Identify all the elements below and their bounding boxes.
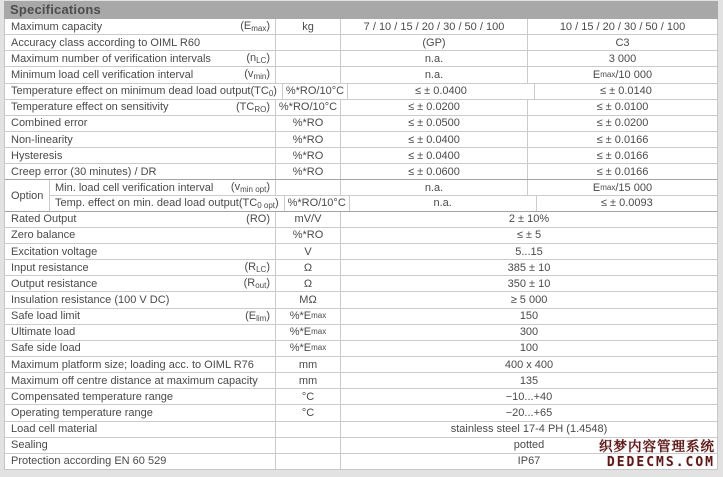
- param-name: Minimum load cell verification interval: [11, 68, 194, 81]
- param-name: Load cell material: [11, 423, 98, 436]
- param-symbol: $(R_{LC})$: [244, 261, 270, 275]
- param-name: Ultimate load: [11, 326, 76, 339]
- value-col1-cell: ≤ ± 0.0500: [340, 116, 527, 131]
- table-row: [5, 83, 717, 99]
- param-symbol: (RO): [246, 213, 270, 226]
- unit-cell: °C: [275, 405, 340, 420]
- value-span-cell: 135: [340, 373, 717, 388]
- param-cell: [5, 292, 275, 307]
- unit-cell: [275, 67, 340, 82]
- value-col1-cell: ≤ ± 0.0400: [347, 84, 534, 99]
- value-col1-cell: (GP): [340, 35, 527, 50]
- param-cell: [5, 373, 275, 388]
- param-name: Zero balance: [11, 229, 76, 242]
- param-name: Min. load cell verification interval: [55, 181, 214, 194]
- param-cell: [5, 116, 275, 131]
- value-col2-cell: ≤ ± 0.0166: [527, 148, 717, 163]
- unit-cell: mm: [275, 357, 340, 372]
- table-row: [5, 421, 717, 437]
- param-symbol: $(TC_{0 opt})$: [238, 196, 279, 210]
- param-name: Compensated temperature range: [11, 390, 174, 403]
- table-row: [5, 275, 717, 291]
- section-header-bar: [4, 1, 718, 19]
- value-span-cell: −10...+40: [340, 389, 717, 404]
- param-name: Safe load limit: [11, 310, 81, 323]
- value-col1-cell: n.a.: [340, 67, 527, 82]
- param-cell: [5, 51, 275, 66]
- param-cell: [5, 405, 275, 420]
- unit-cell: %*E max: [275, 341, 340, 356]
- table-row: [5, 211, 717, 227]
- value-span-cell: 150: [340, 309, 717, 324]
- option-block: [5, 179, 717, 210]
- unit-cell: %*RO: [275, 148, 340, 163]
- param-cell: [5, 389, 275, 404]
- param-name: Temp. effect on min. dead load output: [55, 197, 239, 210]
- page-title: Specifications: [10, 2, 101, 17]
- param-cell: [5, 276, 275, 291]
- param-name: Maximum capacity: [11, 20, 103, 33]
- param-symbol: $(v_{min opt})$: [230, 181, 270, 195]
- param-cell: [5, 228, 275, 243]
- param-symbol: $(v_{min})$: [244, 68, 270, 82]
- unit-cell: %*E max: [275, 309, 340, 324]
- param-cell: [5, 260, 275, 275]
- table-row: [5, 99, 717, 115]
- value-col1-cell: 7 / 10 / 15 / 20 / 30 / 50 / 100: [340, 19, 527, 34]
- unit-cell: [275, 51, 340, 66]
- value-col1-cell: n.a.: [349, 196, 536, 211]
- table-row: [5, 324, 717, 340]
- param-name: Rated Output: [11, 213, 77, 226]
- param-cell: [5, 35, 275, 50]
- unit-cell: mm: [275, 373, 340, 388]
- unit-cell: %*RO/10°C: [275, 100, 340, 115]
- value-col1-cell: n.a.: [340, 180, 527, 195]
- value-col2-cell: C3: [527, 35, 717, 50]
- param-name: Insulation resistance (100 V DC): [11, 293, 170, 306]
- table-row: [5, 372, 717, 388]
- table-row: [50, 180, 717, 195]
- value-span-cell: stainless steel 17-4 PH (1.4548): [340, 422, 717, 437]
- param-symbol: $(E_{lim})$: [245, 309, 270, 323]
- value-col1-cell: ≤ ± 0.0600: [340, 164, 527, 179]
- value-col1-cell: ≤ ± 0.0200: [340, 100, 527, 115]
- param-name: Temperature effect on minimum dead load output: [11, 85, 251, 98]
- param-cell: [5, 325, 275, 340]
- unit-cell: °C: [275, 389, 340, 404]
- watermark-cjk-text: 织梦内容管理系统: [599, 439, 715, 454]
- unit-cell: kg: [275, 19, 340, 34]
- table-row: [5, 308, 717, 324]
- param-name: Maximum platform size; loading acc. to OIML R76: [11, 358, 254, 371]
- param-name: Hysteresis: [11, 149, 63, 162]
- param-symbol: $(E_{max})$: [240, 20, 270, 34]
- table-row: [5, 34, 717, 50]
- watermark: [599, 439, 715, 470]
- unit-cell: %*RO/10°C: [282, 84, 347, 99]
- param-cell: [5, 164, 275, 179]
- param-cell: [5, 212, 275, 227]
- unit-cell: [275, 454, 340, 469]
- unit-cell: mV/V: [275, 212, 340, 227]
- value-col2-cell: 3 000: [527, 51, 717, 66]
- param-name: Excitation voltage: [11, 245, 98, 258]
- value-span-cell: ≥ 5 000: [340, 292, 717, 307]
- value-span-cell: ≤ ± 5: [340, 228, 717, 243]
- param-cell: [50, 196, 284, 211]
- table-row: [5, 163, 717, 179]
- param-name: Temperature effect on sensitivity: [11, 101, 169, 114]
- value-span-cell: 300: [340, 325, 717, 340]
- unit-cell: %*E max: [275, 325, 340, 340]
- table-row: [5, 66, 717, 82]
- unit-cell: Ω: [275, 260, 340, 275]
- table-row: [5, 227, 717, 243]
- table-row: [5, 115, 717, 131]
- param-name: Safe side load: [11, 342, 81, 355]
- param-cell: [5, 100, 275, 115]
- param-cell: [5, 438, 275, 453]
- watermark-domain-text: DEDECMS.COM: [606, 455, 715, 470]
- param-name: Maximum number of verification intervals: [11, 52, 211, 65]
- unit-cell: %*RO: [275, 228, 340, 243]
- param-name: Accuracy class according to OIML R60: [11, 36, 201, 49]
- table-row: [5, 50, 717, 66]
- spec-table: [4, 19, 718, 470]
- param-cell: [5, 309, 275, 324]
- value-span-cell: potted: [340, 438, 717, 453]
- param-name: Output resistance: [11, 277, 98, 290]
- unit-cell: [275, 422, 340, 437]
- value-span-cell: 400 x 400: [340, 357, 717, 372]
- table-row: [5, 131, 717, 147]
- param-cell: [50, 180, 275, 195]
- option-label: Option: [11, 189, 44, 202]
- table-row: [5, 147, 717, 163]
- param-name: Input resistance: [11, 261, 89, 274]
- value-span-cell: −20...+65: [340, 405, 717, 420]
- table-row: [50, 195, 717, 211]
- param-symbol: $(TC_{RO})$: [236, 100, 270, 114]
- table-row: [5, 404, 717, 420]
- value-span-cell: 5...15: [340, 244, 717, 259]
- value-col2-cell: ≤ ± 0.0093: [536, 196, 717, 211]
- unit-cell: Ω: [275, 276, 340, 291]
- unit-cell: %*RO: [275, 164, 340, 179]
- value-col2-cell: ≤ ± 0.0140: [534, 84, 717, 99]
- option-sub-rows: [49, 180, 717, 210]
- value-span-cell: 385 ± 10: [340, 260, 717, 275]
- param-cell: [5, 19, 275, 34]
- value-span-cell: 2 ± 10%: [340, 212, 717, 227]
- param-cell: [5, 244, 275, 259]
- param-cell: [5, 422, 275, 437]
- table-row: [5, 19, 717, 34]
- value-col1-cell: ≤ ± 0.0400: [340, 148, 527, 163]
- param-cell: [5, 84, 282, 99]
- unit-cell: MΩ: [275, 292, 340, 307]
- unit-cell: [275, 180, 340, 195]
- unit-cell: [275, 35, 340, 50]
- value-col2-cell: ≤ ± 0.0100: [527, 100, 717, 115]
- value-col2-cell: 10 / 15 / 20 / 30 / 50 / 100: [527, 19, 717, 34]
- param-cell: [5, 132, 275, 147]
- param-cell: [5, 148, 275, 163]
- table-row: [5, 259, 717, 275]
- value-col1-cell: ≤ ± 0.0400: [340, 132, 527, 147]
- param-name: Protection according EN 60 529: [11, 455, 167, 468]
- unit-cell: [275, 438, 340, 453]
- table-row: [5, 356, 717, 372]
- param-cell: [5, 341, 275, 356]
- param-symbol: $(TC_0)$: [250, 84, 277, 98]
- value-col1-cell: n.a.: [340, 51, 527, 66]
- value-col2-cell: E max /15 000: [527, 180, 717, 195]
- param-symbol: $(R_{out})$: [243, 277, 270, 291]
- value-col2-cell: ≤ ± 0.0166: [527, 132, 717, 147]
- value-span-cell: 100: [340, 341, 717, 356]
- param-name: Combined error: [11, 117, 88, 130]
- param-name: Sealing: [11, 439, 48, 452]
- unit-cell: V: [275, 244, 340, 259]
- value-col2-cell: ≤ ± 0.0166: [527, 164, 717, 179]
- table-row: [5, 291, 717, 307]
- param-cell: [5, 357, 275, 372]
- value-span-cell: IP67: [340, 454, 717, 469]
- unit-cell: %*RO: [275, 116, 340, 131]
- param-name: Operating temperature range: [11, 406, 153, 419]
- unit-cell: %*RO: [275, 132, 340, 147]
- value-span-cell: 350 ± 10: [340, 276, 717, 291]
- param-symbol: $(n_{LC})$: [246, 52, 270, 66]
- param-name: Maximum off centre distance at maximum capacity: [11, 374, 258, 387]
- unit-cell: %*RO/10°C: [284, 196, 349, 211]
- param-name: Creep error (30 minutes) / DR: [11, 165, 157, 178]
- table-row: [5, 388, 717, 404]
- value-col2-cell: ≤ ± 0.0200: [527, 116, 717, 131]
- table-row: [5, 340, 717, 356]
- param-cell: [5, 454, 275, 469]
- param-cell: [5, 67, 275, 82]
- table-row: [5, 243, 717, 259]
- spec-sheet: [4, 1, 718, 470]
- value-col2-cell: E max /10 000: [527, 67, 717, 82]
- param-name: Non-linearity: [11, 133, 73, 146]
